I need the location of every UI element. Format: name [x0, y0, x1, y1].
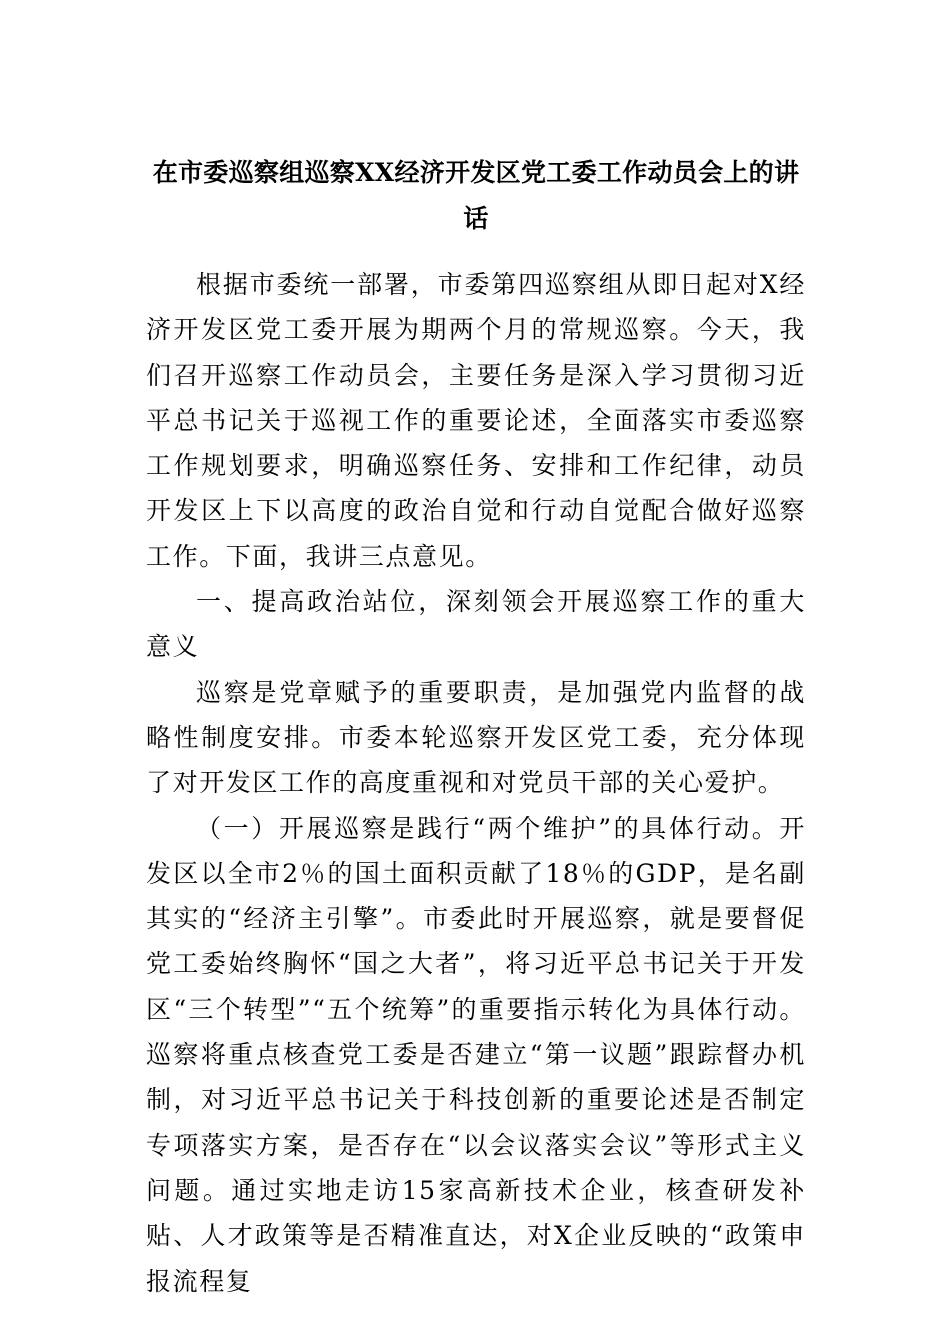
intro-paragraph: 根据市委统一部署，市委第四巡察组从即日起对X经济开发区党工委开展为期两个月的常规巡察。今天，我们召开巡察工作动员会，主要任务是深入学习贯彻习近平总书记关于巡视工作的重要论述，全面落实市委巡察工作规划要求，明确巡察任务、安排和工作纪律，动员开发区上下以高度的政治自觉和行动自觉配合做好巡察工作。下面，我讲三点意见。 — [146, 270, 806, 571]
document-body — [146, 262, 806, 1304]
section-heading-1: 一、提高政治站位，深刻领会开展巡察工作的重大意义 — [146, 587, 806, 662]
subsection-1-paragraph: （一）开展巡察是践行“两个维护”的具体行动。开发区以全市2％的国土面积贡献了18％的GDP，是名副其实的“经济主引擎”。市委此时开展巡察，就是要督促党工委始终胸怀“国之大者”，将习近平总书记关于开发区“三个转型”“五个统筹”的重要指示转化为具体行动。巡察将重点核查党工委是否建立“第一议题”跟踪督办机制，对习近平总书记关于科技创新的重要论述是否制定专项落实方案，是否存在“以会议落实会议”等形式主义问题。通过实地走访15家高新技术企业，核查研发补贴、人才政策等是否精准直达，对X企业反映的“政策申报流程复 — [146, 813, 806, 1296]
document-title: 在市委巡察组巡察XX经济开发区党工委工作动员会上的讲话 — [152, 158, 800, 233]
section-1-paragraph: 巡察是党章赋予的重要职责，是加强党内监督的战略性制度安排。市委本轮巡察开发区党工委，充分体现了对开发区工作的高度重视和对党员干部的关心爱护。 — [146, 677, 806, 798]
